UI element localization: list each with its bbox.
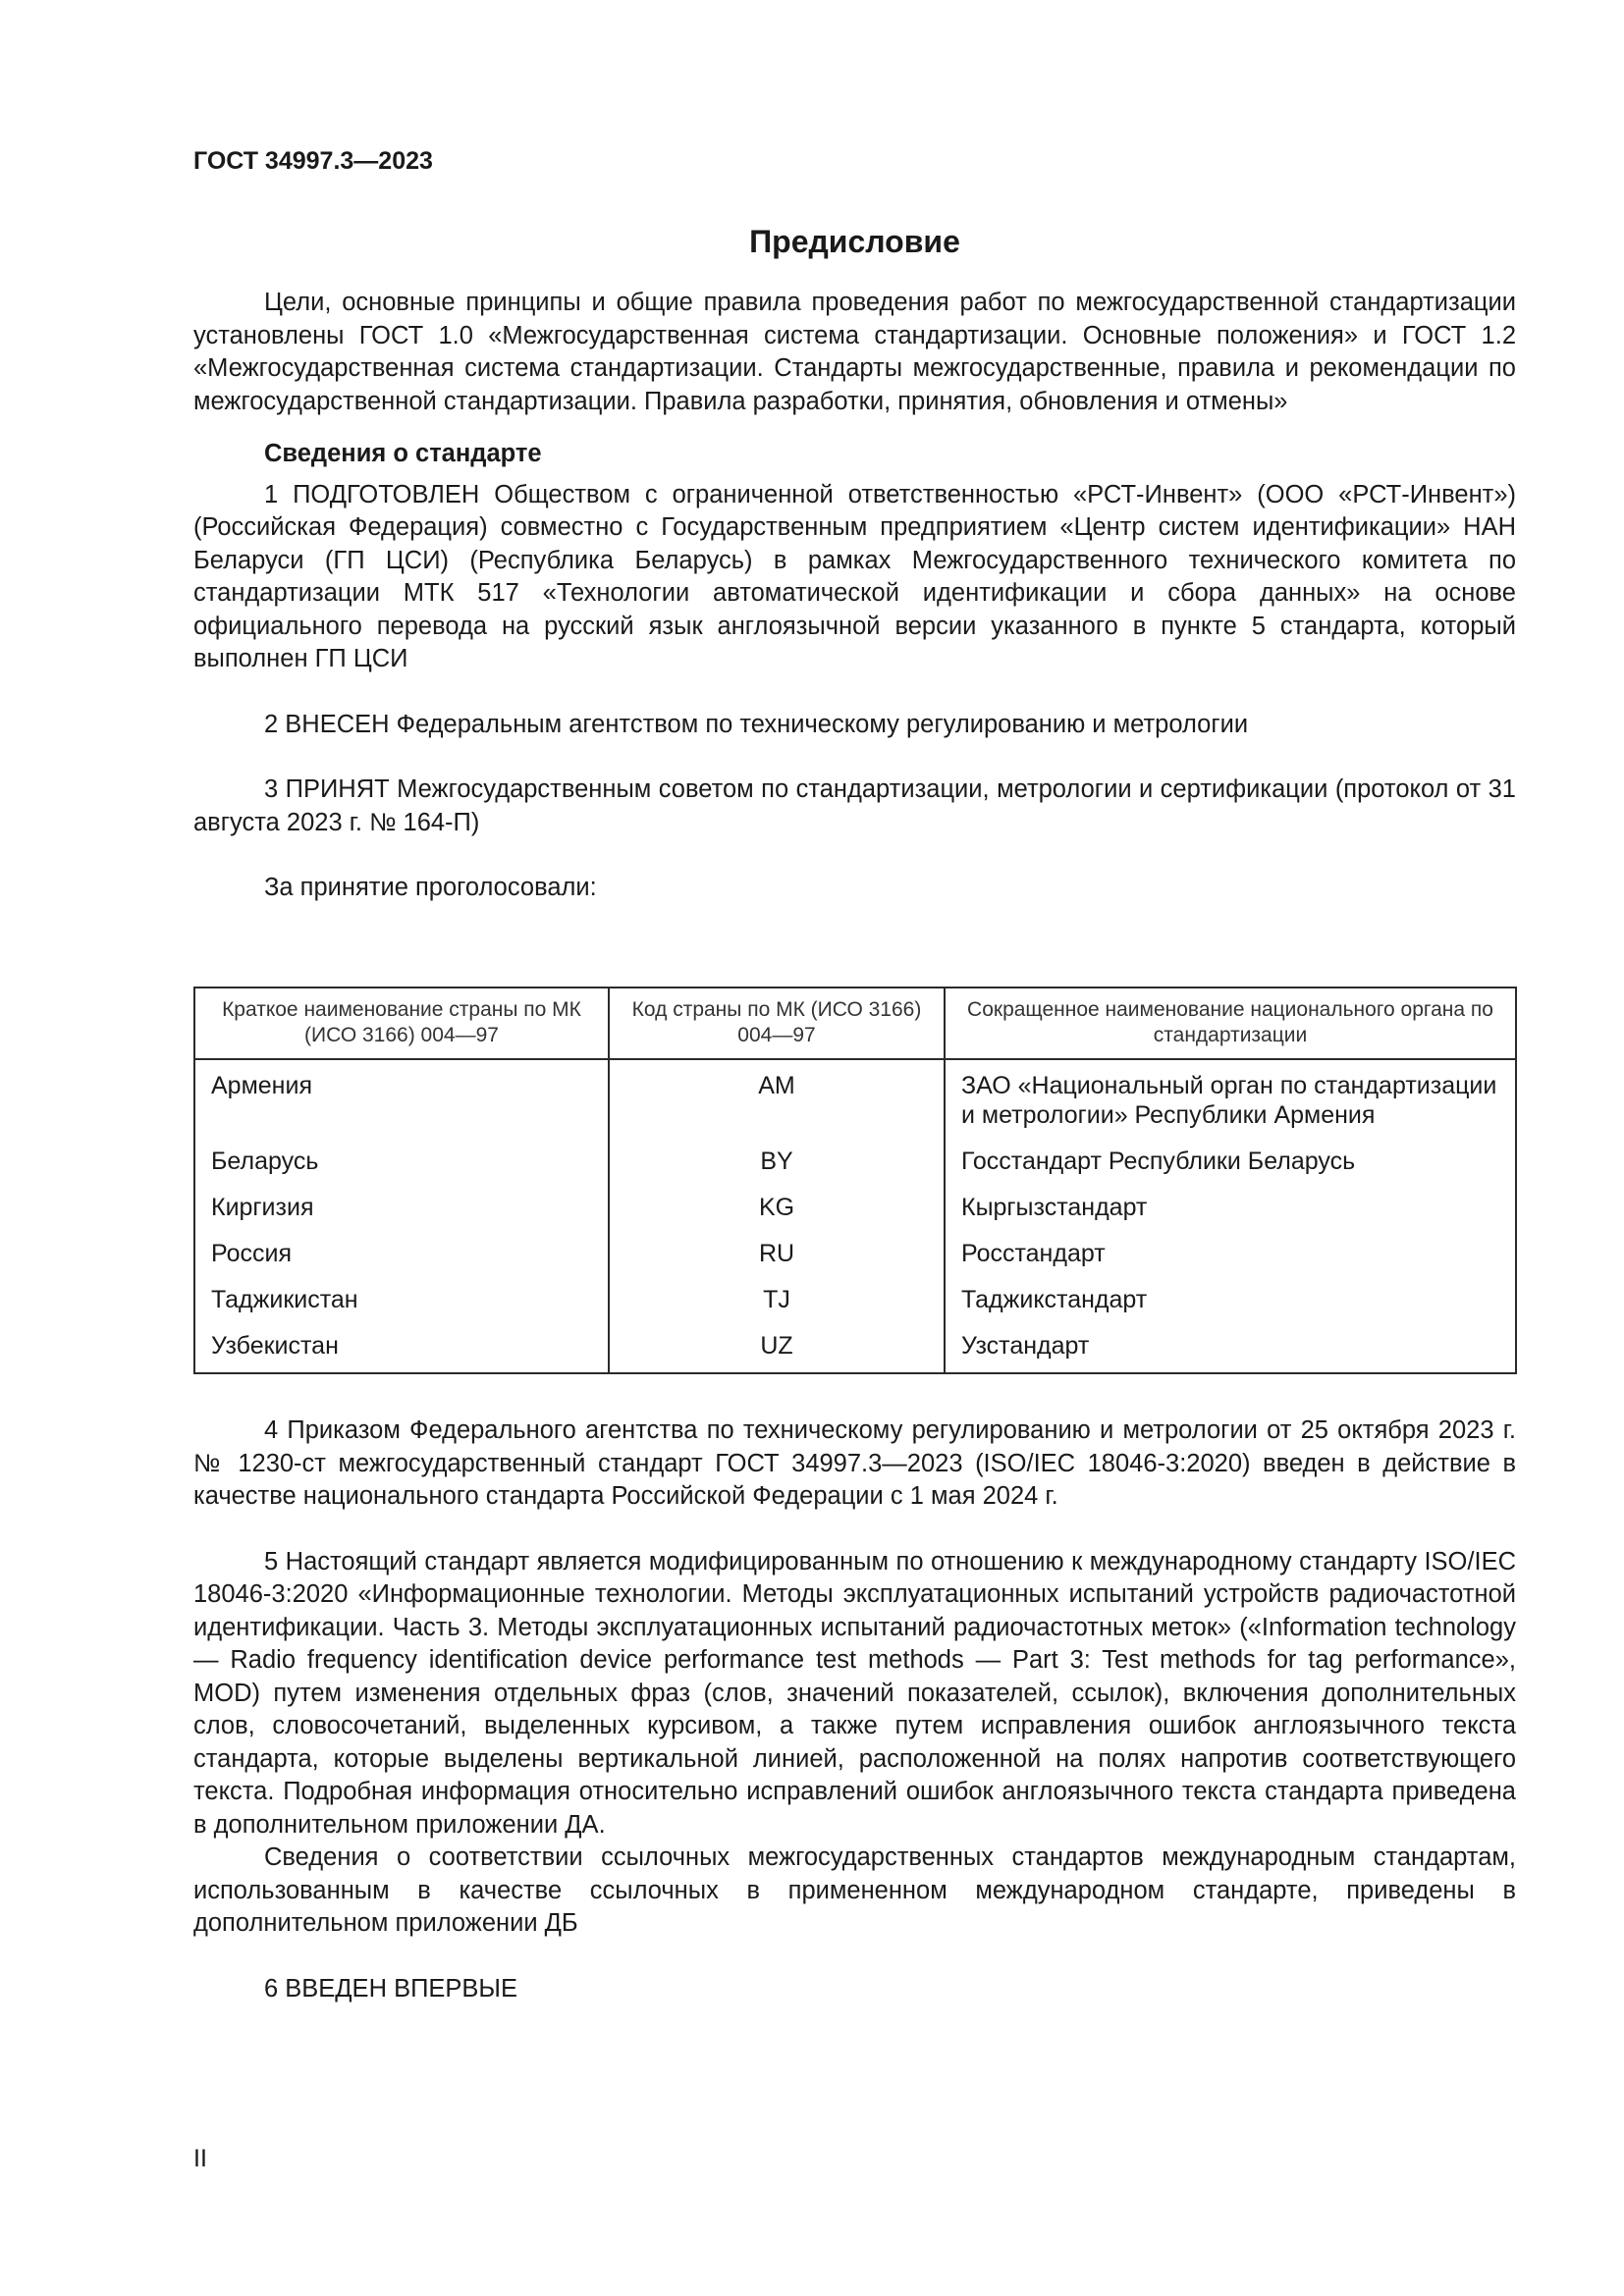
page-title: Предисловие [749,224,960,259]
table-header-row [194,988,1516,1059]
cell-code: AM [609,1059,945,1140]
cell-body: Кыргызстандарт [945,1186,1516,1232]
cell-body: Таджикстандарт [945,1278,1516,1324]
paragraph-4: 4 Приказом Федерального агентства по техническому регулированию и метрологии от 25 октября 2023 г. № 1230-ст межгосударственный стандарт ГОСТ 34997.3—2023 (ISO/IEC 18046-3:2020) введен в действие в качестве национального стандарта Российской Федерации с 1 мая 2024 г. [193,1416,1516,1510]
header-code: Код страны по МК (ИСО 3166) 004—97 [609,988,945,1059]
paragraph-5-references: Сведения о соответствии ссылочных межгосударственных стандартов международным стандартам, использованным в качестве ссылочных в примененном международном стандарте, приведены в дополнительном приложении ДБ [193,1843,1516,1937]
header-national-body: Сокращенное наименование национального органа по стандартизации [945,988,1516,1059]
table-row [194,1324,1516,1373]
document-id: ГОСТ 34997.3—2023 [193,147,433,175]
intro-paragraph: Цели, основные принципы и общие правила проведения работ по межгосударственной стандартизации установлены ГОСТ 1.0 «Межгосударственная система стандартизации. Основные положения» и ГОСТ 1.2 «Межгосударственная система стандартизации. Стандарты межгосударственные, правила и рекомендации по межгосударственной стандартизации. Правила разработки, принятия, обновления и отмены» [193,289,1516,415]
table-row [194,1186,1516,1232]
standard-info-heading: Сведения о стандарте [264,440,542,467]
cell-code: RU [609,1232,945,1278]
table-row [194,1140,1516,1186]
table-row [194,1278,1516,1324]
paragraph-1: 1 ПОДГОТОВЛЕН Обществом с ограниченной ответственностью «РСТ-Инвент» (ООО «РСТ-Инвент») (Российская Федерация) совместно с Государственным предприятием «Центр систем идентификации» НАН Беларуси (ГП ЦСИ) (Республика Беларусь) в рамках Межгосударственного технического комитета по стандартизации МТК 517 «Технологии автоматической идентификации и сбора данных» на основе официального перевода на русский язык англоязычной версии указанного в пункте 5 стандарта, который выполнен ГП ЦСИ [193,480,1516,672]
cell-body: ЗАО «Национальный орган по стандартизации и метрологии» Республики Армения [945,1059,1516,1140]
cell-code: BY [609,1140,945,1186]
paragraph-2: 2 ВНЕСЕН Федеральным агентством по техническому регулированию и метрологии [264,710,1249,738]
table-row [194,1232,1516,1278]
cell-country: Беларусь [194,1140,609,1186]
page-number: II [193,2145,207,2172]
voting-countries-table [193,987,1517,1374]
cell-country: Киргизия [194,1186,609,1232]
cell-body: Узстандарт [945,1324,1516,1373]
cell-code: KG [609,1186,945,1232]
table-row [194,1059,1516,1140]
cell-body: Росстандарт [945,1232,1516,1278]
preface-body [193,287,1516,905]
paragraph-3: 3 ПРИНЯТ Межгосударственным советом по стандартизации, метрологии и сертификации (протокол от 31 августа 2023 г. № 164-П) [193,775,1516,836]
voted-label: За принятие проголосовали: [264,874,597,901]
cell-country: Армения [194,1059,609,1140]
cell-country: Таджикистан [194,1278,609,1324]
cell-code: TJ [609,1278,945,1324]
preface-body-continued [193,1415,1516,2005]
cell-code: UZ [609,1324,945,1373]
paragraph-6: 6 ВВЕДЕН ВПЕРВЫЕ [264,1974,518,2002]
cell-body: Госстандарт Республики Беларусь [945,1140,1516,1186]
paragraph-5: 5 Настоящий стандарт является модифицированным по отношению к международному стандарту ISO/IEC 18046-3:2020 «Информационные технологии. Методы эксплуатационных испытаний устройств радиочастотной идентификации. Часть 3. Методы эксплуатационных испытаний радиочастотных меток» («Information technology — Radio frequency identification device performance test methods — Part 3: Test methods for tag performance», MOD) путем изменения отдельных фраз (слов, значений показателей, ссылок), включения дополнительных слов, словосочетаний, выделенных курсивом, а также путем исправления ошибок англоязычного текста стандарта, которые выделены вертикальной линией, расположенной на полях напротив соответствующего текста. Подробная информация относительно исправлений ошибок англоязычного текста стандарта приведена в дополнительном приложении ДА. [193,1547,1516,1839]
cell-country: Россия [194,1232,609,1278]
cell-country: Узбекистан [194,1324,609,1373]
header-country: Краткое наименование страны по МК (ИСО 3166) 004—97 [194,988,609,1059]
